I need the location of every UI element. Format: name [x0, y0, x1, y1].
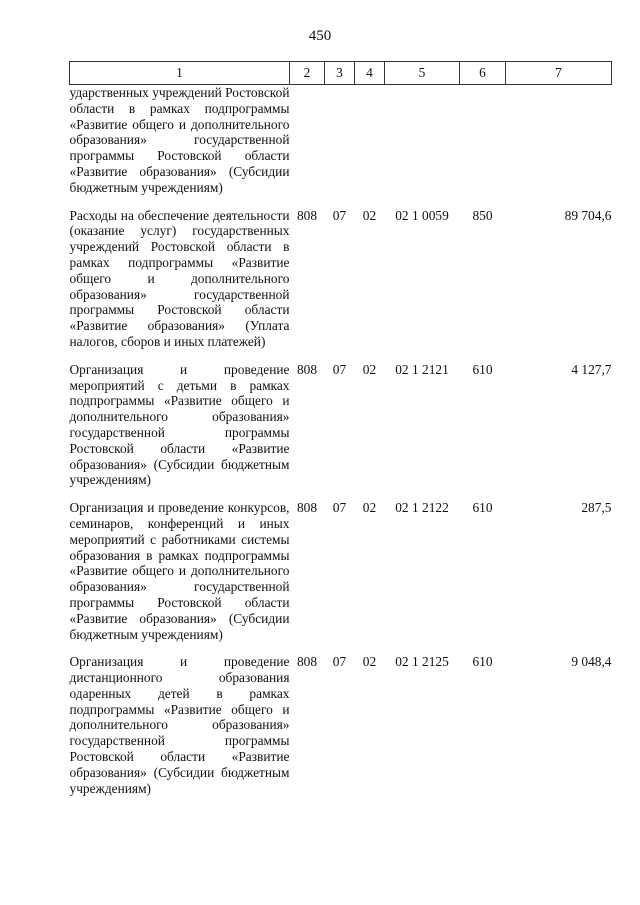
target-article-code: 02 1 2122 [395, 500, 449, 516]
expense-description: Организация и проведение дистанционного образования одаренных детей в рамках подпрограммы «Развитие общего и дополнительного образования» государственной программы Ростовской области «Развитие образования» (Субсидии бюджетным учреждениям) [69, 654, 290, 796]
target-article-code: 02 1 2121 [395, 361, 449, 377]
target-article-code: 02 1 2125 [395, 654, 449, 670]
table-row [70, 642, 612, 796]
expense-type-code: 610 [472, 361, 493, 377]
ministry-code: 808 [296, 654, 318, 670]
column-number-6: 6 [460, 62, 506, 85]
expense-description: Расходы на обеспечение деятельности (оказание услуг) государственных учреждений Ростовской области в рамках подпрограммы «Развитие общего и дополнительного образования» государственной программы Ростовской области «Развитие образования» (Уплата налогов, сборов и иных платежей) [69, 207, 290, 349]
ministry-code [290, 85, 325, 196]
column-number-4: 4 [355, 62, 385, 85]
page-number: 450 [308, 28, 332, 44]
amount [506, 85, 612, 196]
target-article-code [385, 85, 460, 196]
target-article-code: 02 1 0059 [395, 207, 449, 223]
subsection-code: 02 [362, 500, 377, 516]
expense-description: ударственных учреждений Ростовской области в рамках подпрограммы «Развитие общего и дополнительного образования» государственной программы Ростовской области «Развитие образования» (Субсидии бюджетным учреждениям) [69, 85, 290, 195]
amount: 4 127,7 [571, 361, 612, 377]
subsection-code: 02 [362, 207, 377, 223]
column-number-2: 2 [290, 62, 325, 85]
expense-type-code: 610 [472, 654, 493, 670]
ministry-code: 808 [296, 361, 318, 377]
expense-type-code: 610 [472, 500, 493, 516]
amount: 9 048,4 [571, 654, 612, 670]
expense-type-code: 850 [472, 207, 493, 223]
section-code: 07 [332, 654, 347, 670]
table-row [70, 196, 612, 350]
ministry-code: 808 [296, 500, 318, 516]
amount: 287,5 [581, 500, 612, 516]
budget-table [69, 61, 612, 796]
section-code: 07 [332, 500, 347, 516]
section-code [325, 85, 355, 196]
column-number-7: 7 [506, 62, 612, 85]
expense-type-code [460, 85, 506, 196]
column-number-header [70, 62, 612, 85]
subsection-code: 02 [362, 361, 377, 377]
column-number-1: 1 [70, 62, 290, 85]
subsection-code [355, 85, 385, 196]
table-row [70, 85, 612, 196]
expense-description: Организация и проведение мероприятий с детьми в рамках подпрограммы «Развитие общего и дополнительного образования» государственной программы Ростовской области «Развитие образования» (Субсидии бюджетным учреждениям) [69, 361, 290, 488]
section-code: 07 [332, 207, 347, 223]
subsection-code: 02 [362, 654, 377, 670]
table-row [70, 488, 612, 642]
table-row [70, 350, 612, 488]
column-number-3: 3 [325, 62, 355, 85]
expense-description: Организация и проведение конкурсов, семинаров, конференций и иных мероприятий с работниками системы образования в рамках подпрограммы «Развитие общего и дополнительного образования» государственной программы Ростовской области «Развитие образования» (Субсидии бюджетным учреждениям) [69, 500, 290, 642]
ministry-code: 808 [296, 207, 318, 223]
section-code: 07 [332, 361, 347, 377]
amount: 89 704,6 [564, 207, 612, 223]
column-number-5: 5 [385, 62, 460, 85]
